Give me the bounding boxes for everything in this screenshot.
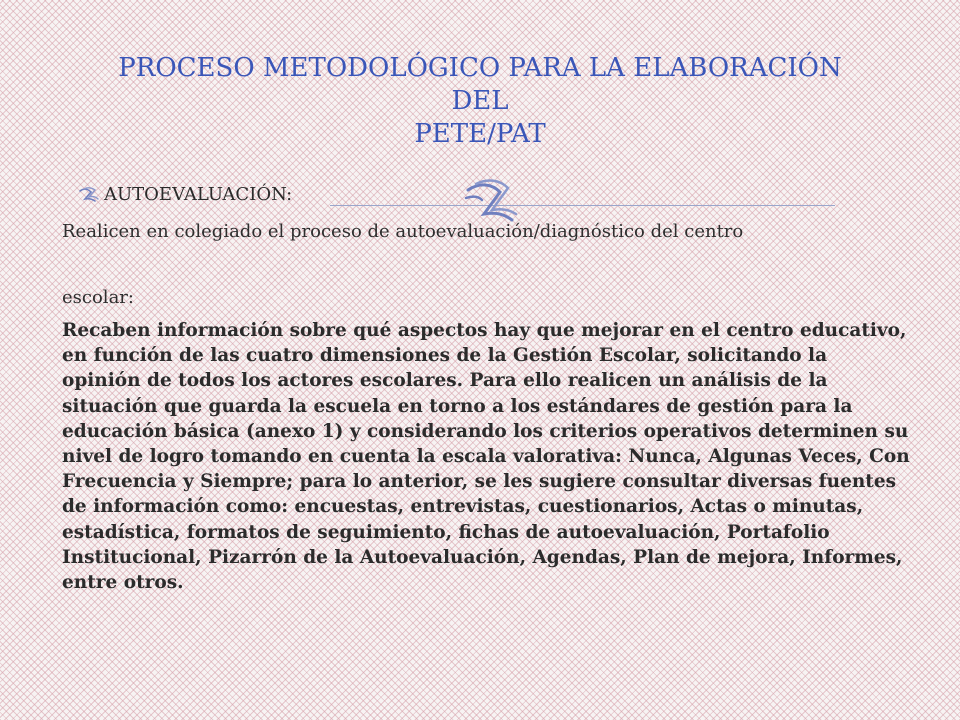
double-swoosh-bullet-icon <box>78 187 100 203</box>
title-line-1: PROCESO METODOLÓGICO PARA LA ELABORACIÓN <box>118 53 842 83</box>
title-line-2: DEL <box>451 86 509 116</box>
paragraph-2: escolar: <box>62 287 134 308</box>
title-divider <box>330 205 835 206</box>
bullet-heading <box>78 184 292 205</box>
slide-title <box>40 52 920 151</box>
bullet-heading-text: AUTOEVALUACIÓN: <box>104 184 293 205</box>
paragraph-3-bold: Recaben información sobre qué aspectos hay que mejorar en el centro educativo, en función de las cuatro dimensiones de la Gestión Escolar, solicitando la opinión de todos los actores escolares. Para ello realicen un análisis de la situación que guarda la escuela en torno a los estándares de gestión para la educación básica (anexo 1) y considerando los criterios operativos determinen su nivel de logro tomando en cuenta la escala valorativa: Nunca, Algunas Veces, Con Frecuencia y Siempre; para lo anterior, se les sugiere consultar diversas fuentes de información como: encuestas, entrevistas, cuestionarios, Actas o minutas, estadística, formatos de seguimiento, fichas de autoevaluación, Portafolio Institucional, Pizarrón de la Autoevaluación, Agendas, Plan de mejora, Informes, entre otros. <box>62 320 910 594</box>
double-swoosh-ornament-icon <box>462 178 518 226</box>
title-line-3: PETE/PAT <box>414 119 546 149</box>
paragraph-1: Realicen en colegiado el proceso de autoevaluación/diagnóstico del centro <box>62 221 744 242</box>
